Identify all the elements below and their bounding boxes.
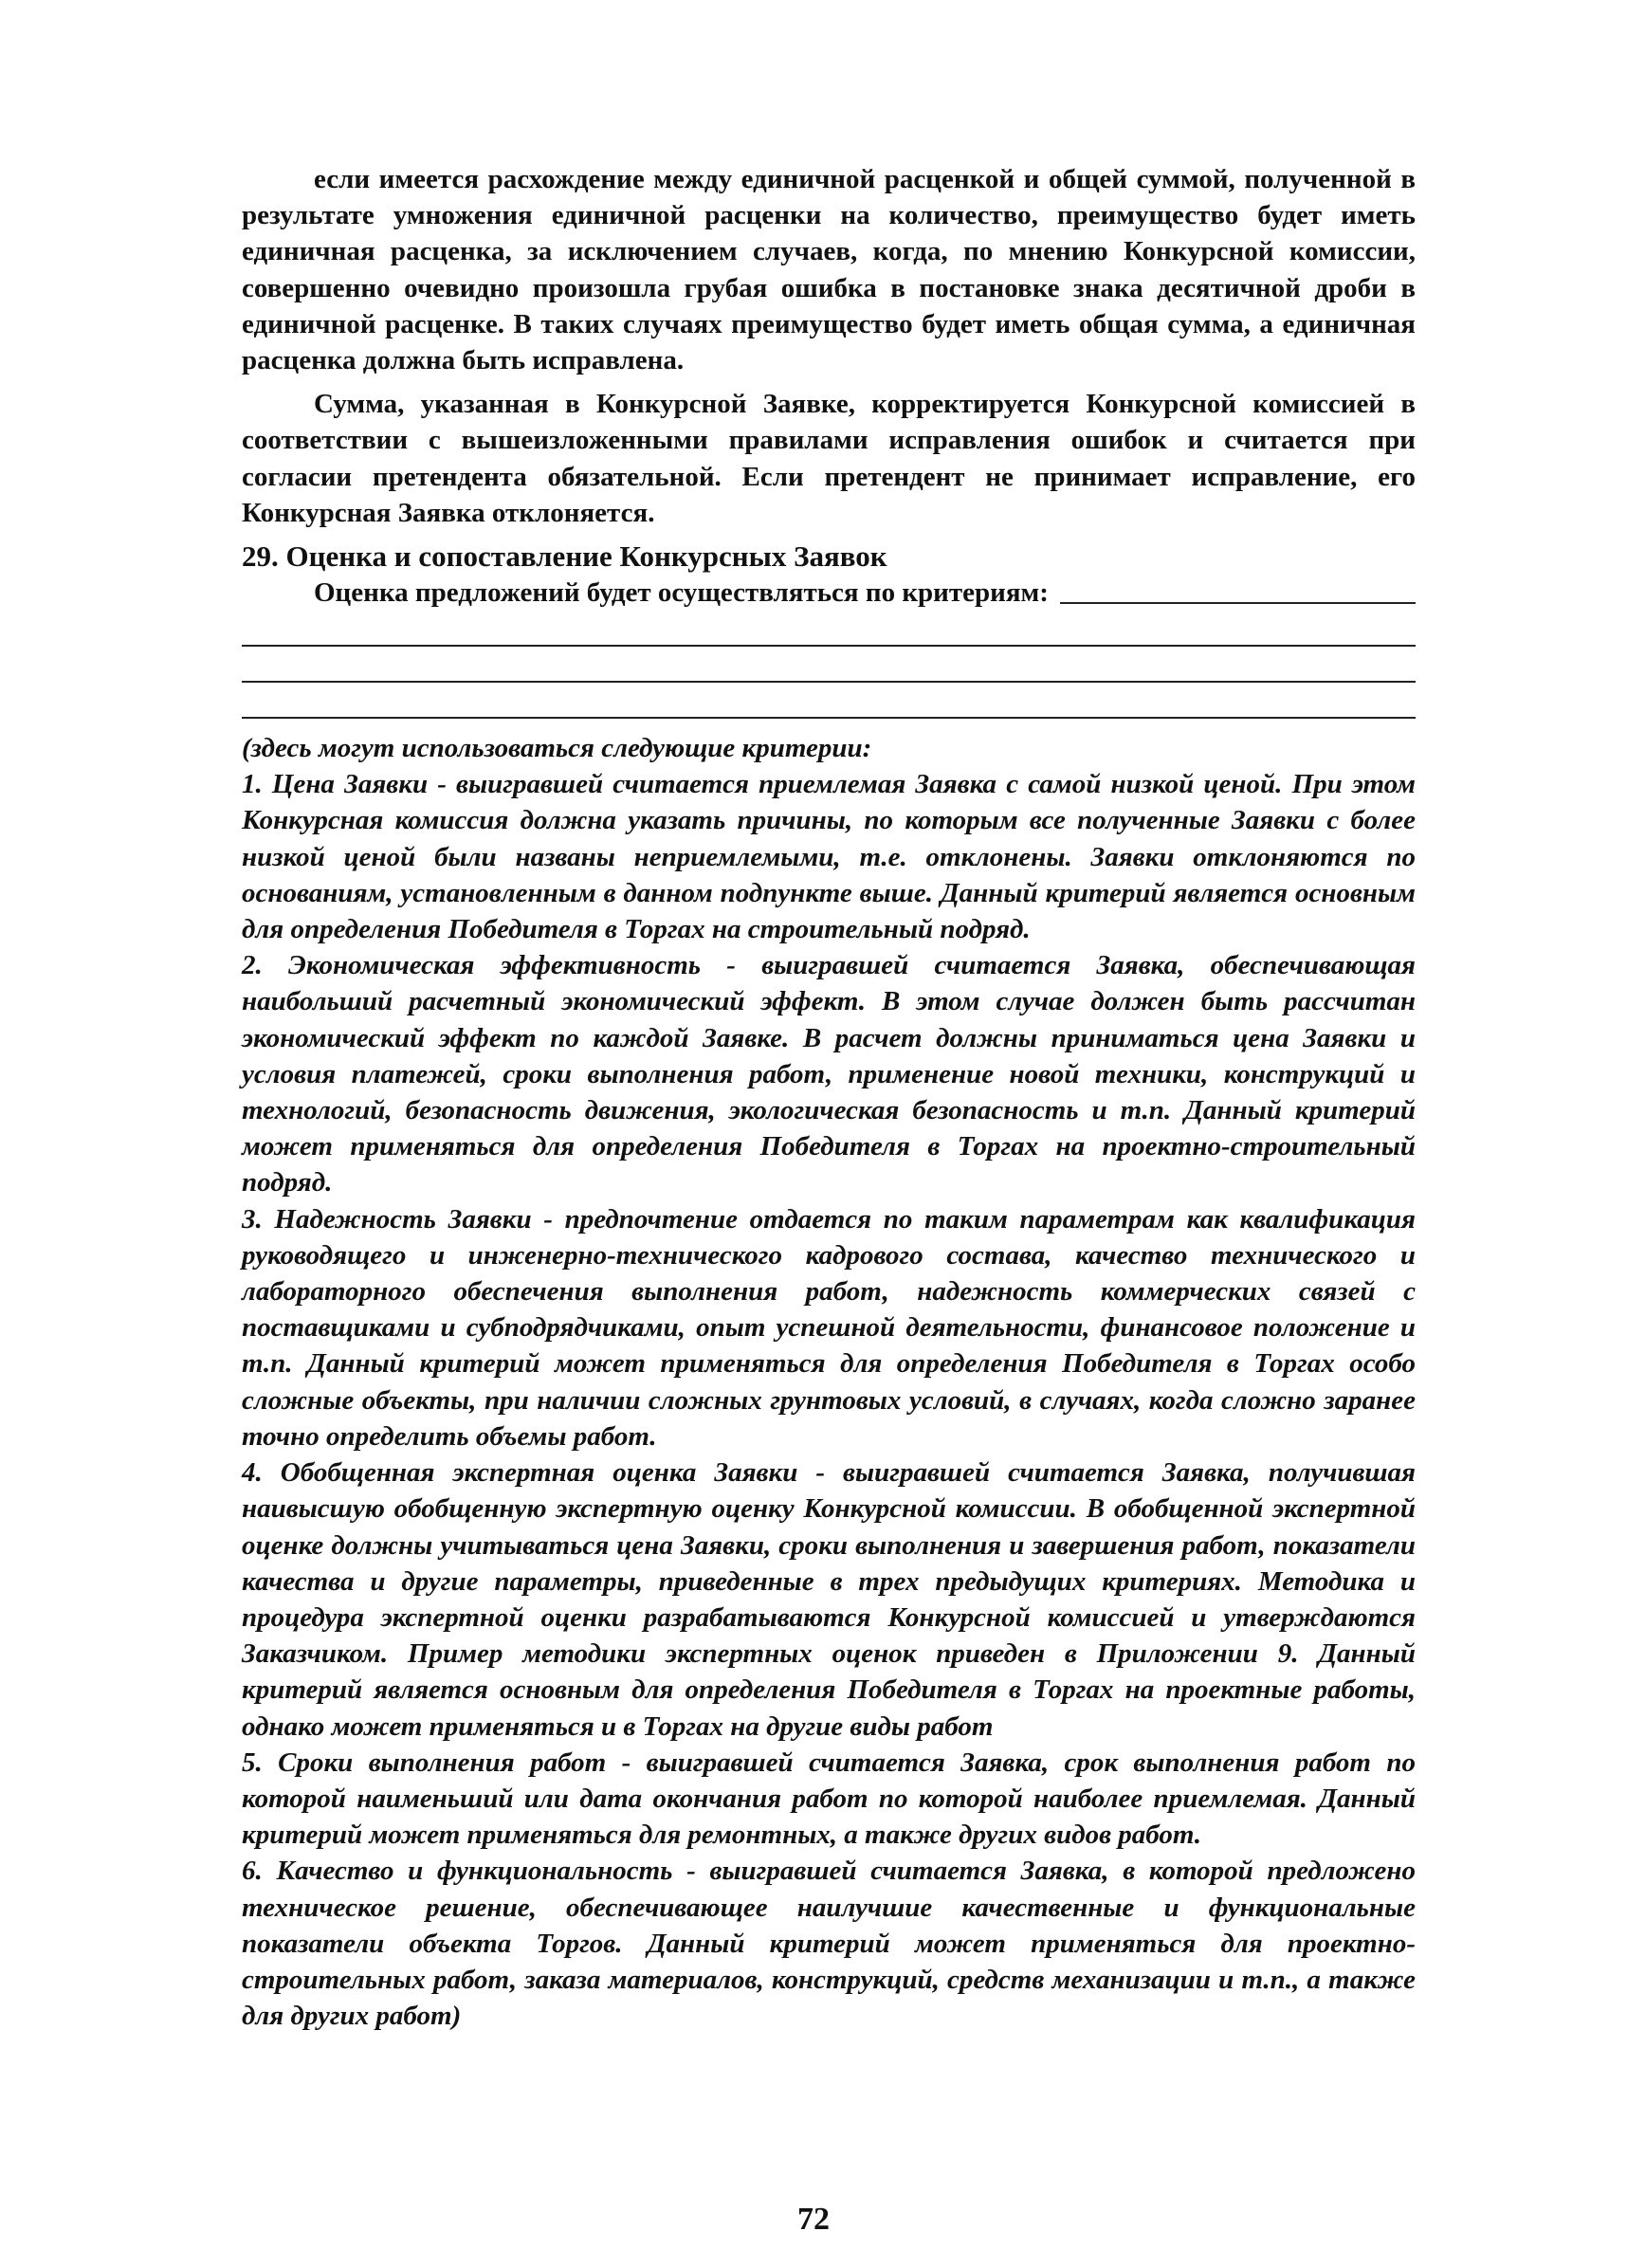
criterion-item: 5. Сроки выполнения работ - выигравшей считается Заявка, срок выполнения работ по которой наименьший или дата окончания работ по которой наиболее приемлемая. Данный критерий может применяться для ремонтных, а также других видов работ. bbox=[242, 1747, 1416, 1851]
criteria-blank-line bbox=[242, 683, 1416, 719]
criterion-item: 3. Надежность Заявки - предпочтение отдается по таким параметрам как квалификация руководящего и инженерно-технического кадрового состава, качество технического и лабораторного обеспечения выполнения работ, надежность коммерческих связей с поставщиками и субподрядчиками, опыт успешной деятельности, финансовое положение и т.п. Данный критерий может применяться для определения Победителя в Торгах особо сложные объекты, при наличии сложных грунтовых условий, в случаях, когда сложно заранее точно определить объемы работ. bbox=[242, 1203, 1416, 1452]
paragraph-error-correction: если имеется расхождение между единичной расценкой и общей суммой, полученной в результате умножения единичной расценки на количество, преимущество будет иметь единичная расценка, за исключением случаев, когда, по мнению Конкурсной комиссии, совершенно очевидно произошла грубая ошибка в постановке знака десятичной дроби в единичной расценке. В таких случаях преимущество будет иметь общая сумма, а единичная расценка должна быть исправлена. bbox=[242, 164, 1416, 376]
criterion-item: 2. Экономическая эффективность - выигравшей считается Заявка, обеспечивающая наибольший расчетный экономический эффект. В этом случае должен быть рассчитан экономический эффект по каждой Заявке. В расчет должны приниматься цена Заявки и условия платежей, сроки выполнения работ, применение новой техники, конструкций и технологий, безопасность движения, экологическая безопасность и т.п. Данный критерий может применяться для определения Победителя в Торгах на проектно-строительный подряд. bbox=[242, 950, 1416, 1198]
criterion-item: 4. Обобщенная экспертная оценка Заявки - выигравшей считается Заявка, получившая наивысшую обобщенную экспертную оценку Конкурсной комиссии. В обобщенной экспертной оценке должны учитываться цена Заявки, сроки выполнения и завершения работ, показатели качества и другие параметры, приведенные в трех предыдущих критериях. Методика и процедура экспертной оценки разрабатываются Конкурсной комиссией и утверждаются Заказчиком. Пример методики экспертных оценок приведен в Приложении 9. Данный критерий является основным для определения Победителя в Торгах на проектные работы, однако может применяться и в Торгах на другие виды работ bbox=[242, 1457, 1416, 1742]
criteria-intro: (здесь могут использоваться следующие критерии: bbox=[242, 733, 872, 764]
criteria-blank-line bbox=[242, 647, 1416, 683]
page-number: 72 bbox=[797, 2202, 830, 2237]
evaluation-criteria-line bbox=[242, 575, 1416, 611]
criteria-list bbox=[242, 730, 1416, 2034]
criterion-item: 6. Качество и функциональность - выигравшей считается Заявка, в которой предложено техническое решение, обеспечивающее наилучшие качественные и функциональные показатели объекта Торгов. Данный критерий может применяться для проектно-строительных работ, заказа материалов, конструкций, средств механизации и т.п., а также для других работ) bbox=[242, 1856, 1416, 2032]
document-page bbox=[242, 161, 1416, 2034]
criterion-item: 1. Цена Заявки - выигравшей считается приемлемая Заявка с самой низкой ценой. При этом Конкурсная комиссия должна указать причины, по которым все полученные Заявки с более низкой ценой были названы неприемлемыми, т.е. отклонены. Заявки отклоняются по основаниям, установленным в данном подпункте выше. Данный критерий является основным для определения Победителя в Торгах на строительный подряд. bbox=[242, 769, 1416, 945]
criteria-blank-fill bbox=[1060, 602, 1416, 604]
section-heading: 29. Оценка и сопоставление Конкурсных Заявок bbox=[242, 540, 887, 574]
criteria-blank-line bbox=[242, 611, 1416, 647]
evaluation-criteria-text: Оценка предложений будет осуществляться по критериям: bbox=[314, 577, 1049, 609]
paragraph-sum-correction: Сумма, указанная в Конкурсной Заявке, корректируется Конкурсной комиссией в соответствии с вышеизложенными правилами исправления ошибок и считается при согласии претендента обязательной. Если претендент не принимает исправление, его Конкурсная Заявка отклоняется. bbox=[242, 389, 1416, 528]
